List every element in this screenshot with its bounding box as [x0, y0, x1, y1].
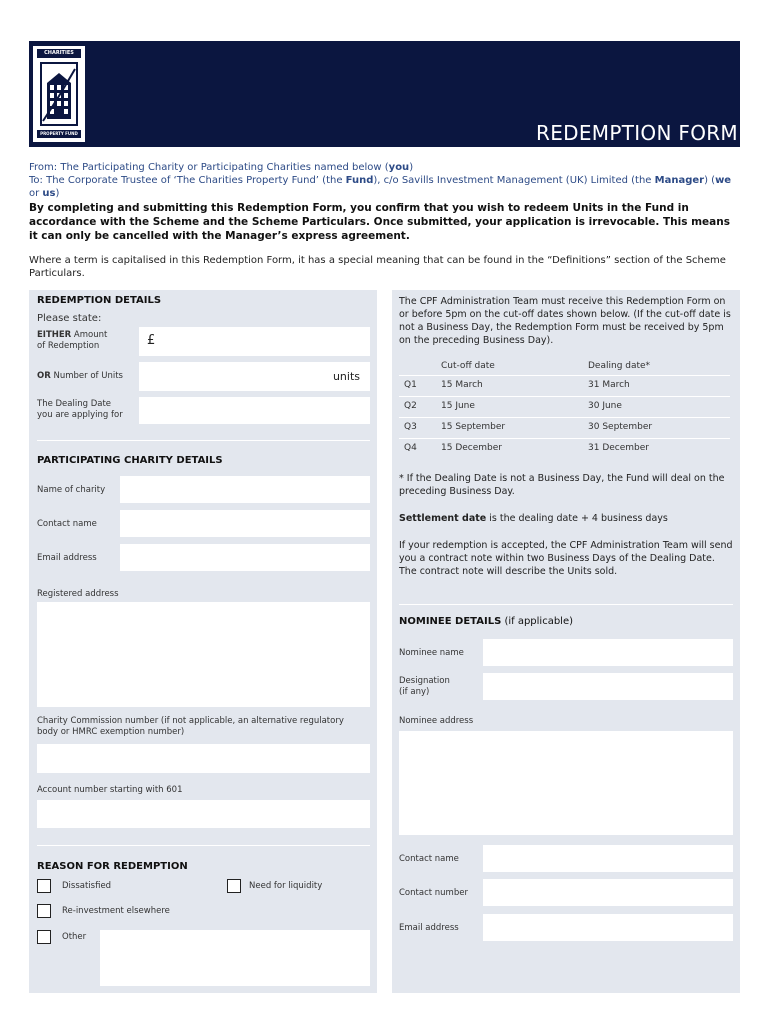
- nominee-contact-name-input[interactable]: [483, 845, 733, 872]
- account-number-input[interactable]: [37, 800, 370, 828]
- dealing-column-header: Dealing date*: [588, 361, 651, 371]
- table-row-dealing: 31 December: [588, 443, 649, 453]
- nominee-contact-number-input[interactable]: [483, 879, 733, 906]
- to-text-4: ): [55, 188, 60, 199]
- cutoff-column-header: Cut-off date: [441, 361, 495, 371]
- units-label-text: Number of Units: [50, 371, 123, 381]
- logo-top-text: CHARITIES: [37, 49, 81, 58]
- reinvestment-checkbox[interactable]: [37, 904, 51, 918]
- you-term: you: [388, 162, 410, 173]
- table-row-dealing: 31 March: [588, 380, 630, 390]
- from-text: The Participating Charity or Participating Charities named below (: [57, 162, 389, 173]
- nominee-heading-label: NOMINEE DETAILS: [399, 616, 502, 627]
- table-row-cutoff: 15 December: [441, 443, 502, 453]
- amount-label: [37, 330, 107, 352]
- designation-label-2: (if any): [399, 687, 430, 697]
- other-reason-input[interactable]: [100, 930, 370, 986]
- contact-name-label: Contact name: [37, 519, 97, 529]
- we-term: we: [715, 175, 732, 186]
- to-label: To:: [29, 175, 43, 186]
- units-input[interactable]: [139, 362, 370, 391]
- dealing-label-2: you are applying for: [37, 410, 123, 420]
- reason-heading: REASON FOR REDEMPTION: [37, 861, 188, 872]
- amount-input[interactable]: [139, 327, 370, 356]
- from-label: From:: [29, 162, 58, 173]
- divider: [37, 440, 370, 441]
- table-row-q: Q3: [404, 422, 417, 432]
- nominee-heading-suffix: (if applicable): [501, 616, 574, 627]
- nominee-email-input[interactable]: [483, 914, 733, 941]
- from-line: [29, 161, 740, 174]
- cpf-deadline-text: The CPF Administration Team must receive this Redemption Form on or before 5pm on the cut-off dates shown below. (If the cut-off date is not a Business Day, the Redemption Form must be received by 5pm on the preceding Business Day).: [399, 296, 731, 346]
- nominee-name-label: Nominee name: [399, 648, 464, 658]
- table-row-cutoff: 15 September: [441, 422, 506, 432]
- settlement-label: Settlement date: [399, 513, 487, 524]
- table-line: [399, 417, 730, 418]
- settlement-value: is the dealing date + 4 business days: [486, 513, 668, 524]
- contact-name-input[interactable]: [120, 510, 370, 537]
- settlement-text: [399, 512, 733, 525]
- registered-address-input[interactable]: [37, 602, 370, 707]
- building-logo-icon: [39, 61, 79, 127]
- nominee-contact-name-label: Contact name: [399, 854, 459, 864]
- dealing-label-1: The Dealing Date: [37, 399, 112, 409]
- table-line: [399, 438, 730, 439]
- dealing-date-input[interactable]: [139, 397, 370, 424]
- other-checkbox[interactable]: [37, 930, 51, 944]
- table-row-cutoff: 15 March: [441, 380, 483, 390]
- or-label: OR: [37, 371, 51, 381]
- liquidity-label: Need for liquidity: [249, 881, 323, 891]
- designation-input[interactable]: [483, 673, 733, 700]
- nominee-address-label: Nominee address: [399, 716, 474, 726]
- intro-definitions: Where a term is capitalised in this Redemption Form, it has a special meaning that can be found in the “Definitions” section of the Scheme Particulars.: [29, 255, 726, 279]
- commission-label-2: body or HMRC exemption number): [37, 727, 185, 737]
- table-row-q: Q1: [404, 380, 417, 390]
- nominee-email-label: Email address: [399, 923, 459, 933]
- divider: [37, 845, 370, 846]
- email-label: Email address: [37, 553, 97, 563]
- nominee-name-input[interactable]: [483, 639, 733, 666]
- charity-name-input[interactable]: [120, 476, 370, 503]
- amount-label-text-2: of Redemption: [37, 341, 100, 351]
- table-row-q: Q4: [404, 443, 417, 453]
- table-row-q: Q2: [404, 401, 417, 411]
- nominee-address-input[interactable]: [399, 731, 733, 835]
- charity-name-label: Name of charity: [37, 485, 106, 495]
- table-row-dealing: 30 September: [588, 422, 653, 432]
- table-line: [399, 375, 730, 376]
- to-text-1: The Corporate Trustee of ‘The Charities Property Fund’ (the: [42, 175, 346, 186]
- units-suffix: units: [332, 370, 360, 383]
- commission-label-1: Charity Commission number (if not applicable, an alternative regulatory: [37, 716, 344, 726]
- dissatisfied-label: Dissatisfied: [62, 881, 112, 891]
- commission-number-label: [37, 716, 344, 738]
- contract-note-text: If your redemption is accepted, the CPF Administration Team will send you a contract note within two Business Days of the Dealing Date. The contract note will describe the Units sold.: [399, 540, 733, 577]
- table-line: [399, 396, 730, 397]
- form-title: REDEMPTION FORM: [536, 121, 738, 145]
- units-label: [37, 371, 123, 382]
- email-input[interactable]: [120, 544, 370, 571]
- liquidity-checkbox[interactable]: [227, 879, 241, 893]
- please-state-label: Please state:: [37, 313, 102, 324]
- intro-declaration: By completing and submitting this Redemption Form, you confirm that you wish to redeem Units in the Fund in accordance with the Scheme and the Scheme Particulars. Once submitted, your application is irrevocable. This means it can only be cancelled with the Manager’s express agreement.: [29, 202, 730, 242]
- charity-details-heading: PARTICIPATING CHARITY DETAILS: [37, 455, 223, 466]
- charities-property-fund-logo: [33, 46, 85, 142]
- dealing-date-label: [37, 399, 123, 421]
- to-line: [29, 174, 740, 200]
- to-or: or: [29, 188, 43, 199]
- table-row-cutoff: 15 June: [441, 401, 475, 411]
- amount-label-text: Amount: [71, 330, 108, 340]
- dissatisfied-checkbox[interactable]: [37, 879, 51, 893]
- designation-label: [399, 676, 450, 698]
- nominee-heading: [399, 616, 573, 627]
- manager-term: Manager: [654, 175, 705, 186]
- redemption-details-heading: REDEMPTION DETAILS: [37, 295, 162, 306]
- either-label: EITHER: [37, 330, 72, 340]
- table-row-dealing: 30 June: [588, 401, 622, 411]
- divider: [399, 604, 733, 605]
- account-number-label: Account number starting with 601: [37, 785, 183, 795]
- nominee-contact-number-label: Contact number: [399, 888, 468, 898]
- to-text-2: ), c/o Savills Investment Management (UK) Limited (the: [373, 175, 655, 186]
- fund-term: Fund: [345, 175, 374, 186]
- commission-number-input[interactable]: [37, 744, 370, 773]
- footnote-text: * If the Dealing Date is not a Business Day, the Fund will deal on the preceding Business Day.: [399, 473, 725, 497]
- reinvestment-label: Re-investment elsewhere: [62, 906, 170, 916]
- logo-bottom-text: PROPERTY FUND: [37, 130, 81, 138]
- registered-address-label: Registered address: [37, 589, 119, 599]
- us-term: us: [42, 188, 56, 199]
- currency-symbol: £: [147, 333, 156, 348]
- from-suffix: ): [409, 162, 414, 173]
- to-text-3: ) (: [704, 175, 716, 186]
- other-label: Other: [62, 932, 87, 942]
- designation-label-1: Designation: [399, 676, 450, 686]
